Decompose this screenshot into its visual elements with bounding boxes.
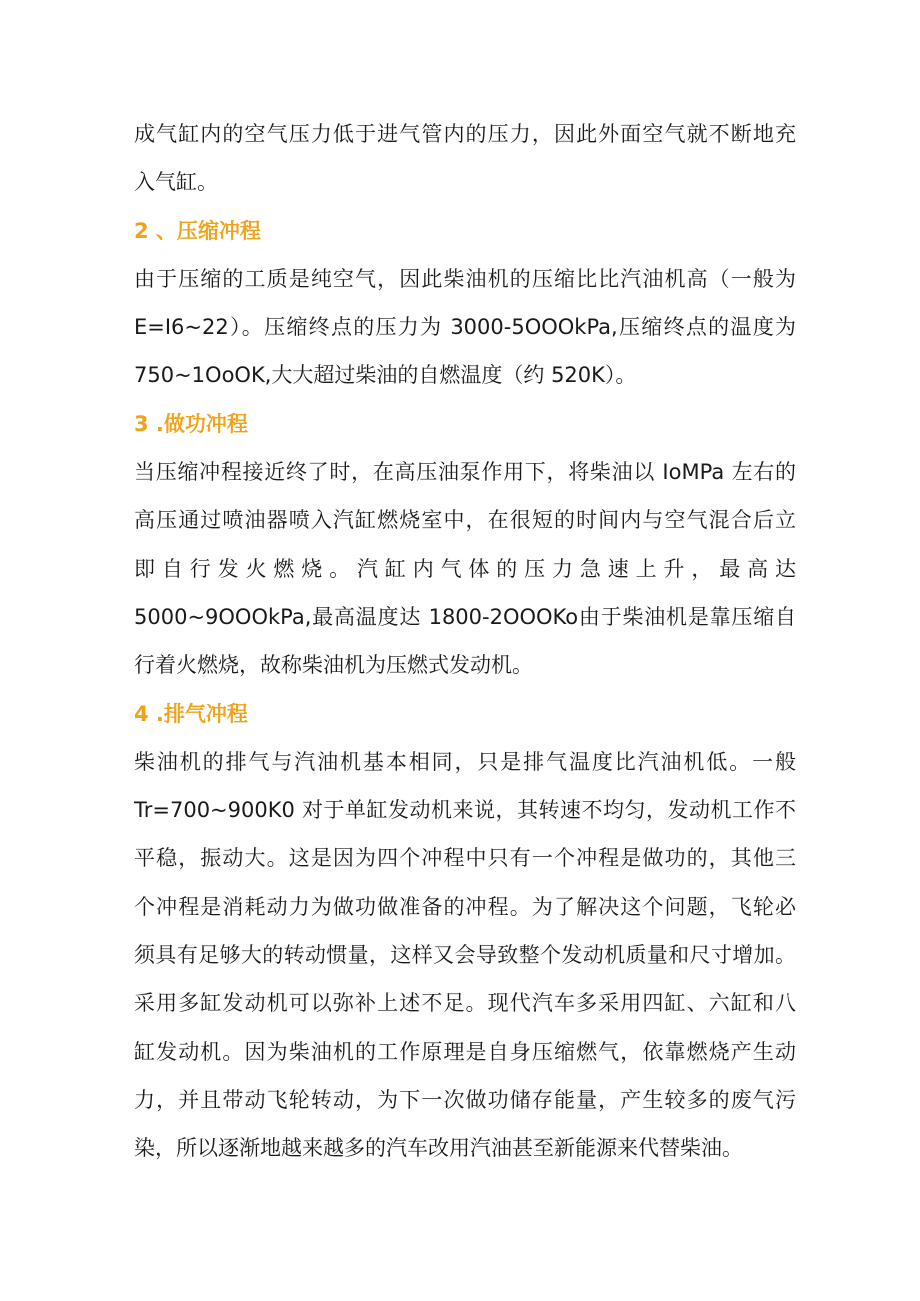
text-line: 行着火燃烧，故称柴油机为压燃式发动机。 [134, 653, 533, 678]
section-heading-compression: 2 、压缩冲程 [134, 218, 261, 243]
text-line: 力，并且带动飞轮转动，为下一次做功储存能量，产生较多的废气污 [134, 1087, 796, 1112]
section-heading-power: 3 .做功冲程 [134, 411, 248, 436]
text-line: 采用多缸发动机可以弥补上述不足。现代汽车多采用四缸、六缸和八 [134, 991, 796, 1016]
text-line: 平稳，振动大。这是因为四个冲程中只有一个冲程是做功的，其他三 [134, 846, 796, 871]
text-line: 须具有足够大的转动惯量，这样又会导致整个发动机质量和尺寸增加。 [134, 943, 796, 968]
text-line: 入气缸。 [134, 170, 218, 195]
text-line: 即自行发火燃烧。汽缸内气体的压力急速上升，最高达 [134, 556, 796, 581]
text-line: Tr=700~900K0 对于单缸发动机来说，其转速不均匀，发动机工作不 [134, 798, 796, 823]
text-line: 缸发动机。因为柴油机的工作原理是自身压缩燃气，依靠燃烧产生动 [134, 1039, 796, 1064]
text-line: 高压通过喷油器喷入汽缸燃烧室中，在很短的时间内与空气混合后立 [134, 508, 796, 533]
document-body [134, 110, 796, 1173]
text-line: E=I6~22）。压缩终点的压力为 3000-5OOOkPa,压缩终点的温度为 [134, 315, 796, 340]
text-line: 个冲程是消耗动力为做功做准备的冲程。为了解决这个问题，飞轮必 [134, 894, 796, 919]
text-line: 染，所以逐渐地越来越多的汽车改用汽油甚至新能源来代替柴油。 [134, 1136, 743, 1161]
text-line: 由于压缩的工质是纯空气，因此柴油机的压缩比比汽油机高（一般为 [134, 266, 796, 291]
text-line: 柴油机的排气与汽油机基本相同，只是排气温度比汽油机低。一般 [134, 749, 796, 774]
text-line: 当压缩冲程接近终了时，在高压油泵作用下，将柴油以 IoMPa 左右的 [134, 460, 796, 485]
text-line: 750~1OoOK,大大超过柴油的自燃温度（约 520K）。 [134, 363, 637, 388]
text-line: 成气缸内的空气压力低于进气管内的压力，因此外面空气就不断地充 [134, 122, 796, 146]
text-line: 5000~9OOOkPa,最高温度达 1800-2OOOKo由于柴油机是靠压缩自 [134, 604, 796, 629]
section-heading-exhaust: 4 .排气冲程 [134, 701, 248, 726]
